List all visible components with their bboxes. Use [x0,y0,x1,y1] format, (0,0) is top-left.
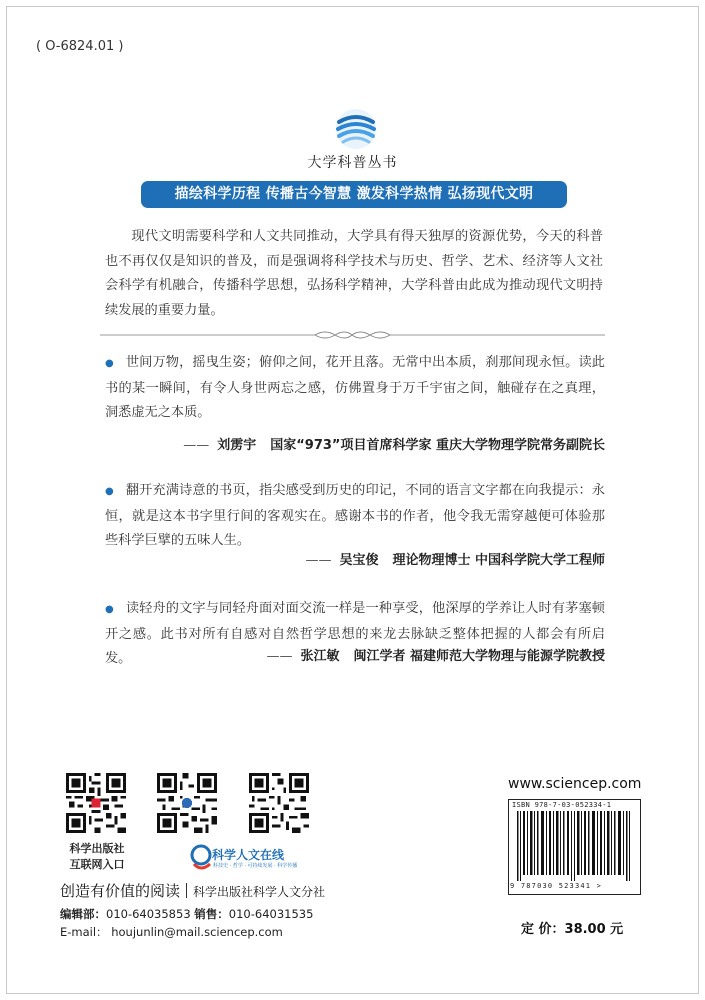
quote-1 [105,351,605,426]
qr-code-icon[interactable] [157,773,217,833]
bullet-icon: ● [105,358,114,369]
bullet-icon: ● [105,604,114,615]
slogan-banner: 描绘科学历程 传播古今智慧 激发科学热情 弘扬现代文明 [141,181,567,208]
quote-author-title: 国家“973”项目首席科学家 重庆大学物理学院常务副院长 [270,438,605,453]
price-value: 38.00 元 [564,922,624,937]
barcode-icon [517,811,633,881]
email-link[interactable]: houjunlin@mail.sciencep.com [111,925,283,939]
sales-phone: 010-64031535 [228,907,314,921]
bullet-icon: ● [105,486,114,497]
quote-text: 读轻舟的文字与同轻舟面对面交流一样是一种享受，他深厚的学养让人时有茅塞顿开之感。此书对所有自感对自然哲学思想的来龙去脉缺乏整体把握的人都会有所启发。 [105,601,605,666]
isbn-number: ISBN 978-7-03-052334-1 [512,801,612,809]
barcode-digits: 9 787030 523341 > [510,882,603,890]
editorial-phone: 010-64035853 [106,907,191,921]
quote-author: 刘雳宇 [217,438,257,453]
quote-author: 张江敏 [300,649,340,664]
quote-2 [105,479,605,554]
ornament-divider [100,329,605,341]
website-link[interactable]: www.sciencep.com [508,776,642,792]
catalog-code: ( O-6824.01 ) [36,39,124,54]
brand-subtitle: 科技史 · 哲学 · 可持续发展 · 科学传播 [213,863,298,869]
quote-author-title: 理论物理博士 中国科学院大学工程师 [392,553,605,568]
quote-author-title: 闽江学者 福建师范大学物理与能源学院教授 [353,649,605,664]
brand-name: 科学人文在线 [212,848,285,862]
quote-author: 吴宝俊 [339,553,379,568]
quote-attribution: —— 吴宝俊 理论物理博士 中国科学院大学工程师 [305,553,605,568]
qr-code-icon[interactable] [66,773,126,833]
intro-paragraph: 现代文明需要科学和人文共同推动，大学具有得天独厚的资源优势，今天的科普也不再仅仅是知识的普及，而是强调将科学技术与历史、哲学、艺术、经济等人文社会科学有机融合，传播科学思想，弘扬科学精神，大学科普由此成为推动现代文明持续发展的重要力量。 [105,229,603,318]
contact-info: 编辑部：010-64035853 销售：010-64031535 E-mail： houjunlin@mail.sciencep.com [60,907,314,939]
quote-attribution: —— 刘雳宇 国家“973”项目首席科学家 重庆大学物理学院常务副院长 [183,438,605,453]
series-title: 大学科普丛书 [307,155,398,171]
quote-attribution: —— 张江敏 闽江学者 福建师范大学物理与能源学院教授 [266,649,605,664]
series-logo-icon [335,108,377,150]
quote-text: 翻开充满诗意的书页，指尖感受到历史的印记，不同的语言文字都在向我提示：永恒，就是这本书字里行间的客观实在。感谢本书的作者，他令我无需穿越便可体验那些科学巨擘的五味人生。 [105,483,605,548]
tagline: 创造有价值的阅读 科学出版社科学人文分社 [60,882,326,900]
qr-caption: 科学出版社 互联网入口 [69,842,125,871]
qr-code-icon[interactable] [249,773,309,833]
price: 定 价：38.00 元 [521,922,624,937]
publisher-name: 科学出版社科学人文分社 [193,885,326,899]
quote-text: 世间万物，摇曳生姿；俯仰之间，花开且落。无常中出本质，刹那间现永恒。读此书的某一瞬间，有令人身世两忘之感，仿佛置身于万千宇宙之间，触碰存在之真理，洞悉虚无之本质。 [105,355,605,420]
